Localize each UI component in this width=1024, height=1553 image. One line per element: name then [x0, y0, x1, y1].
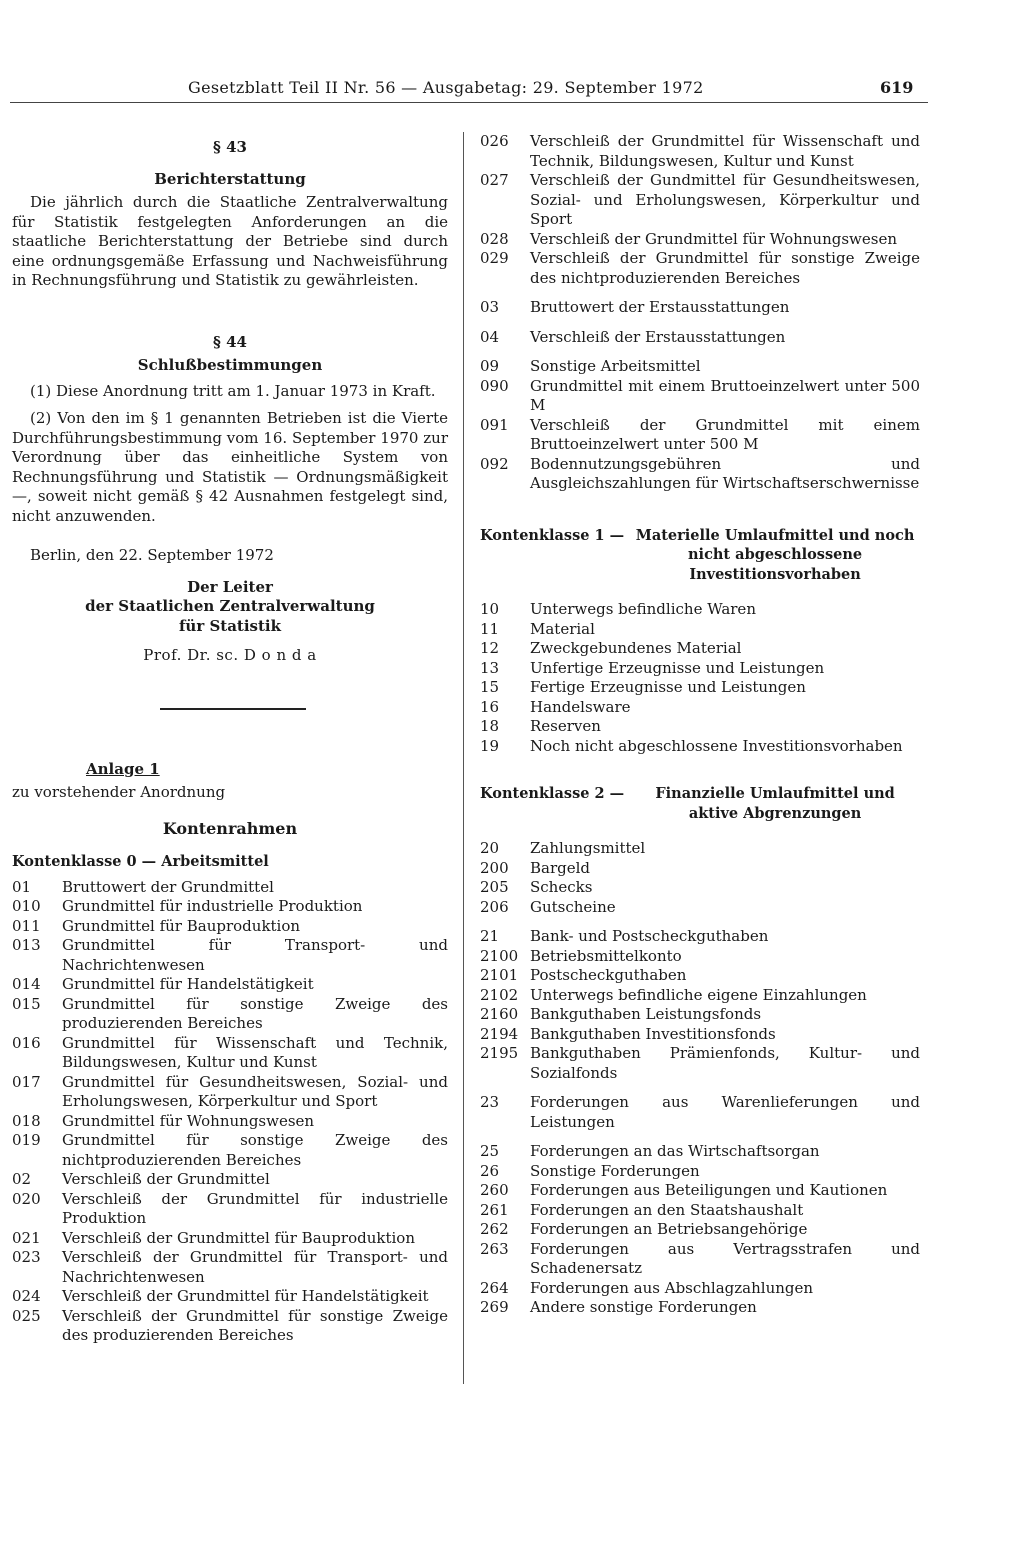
account-text: Verschleiß der Grundmittel mit einem Bruttoeinzelwert unter 500 M [530, 415, 920, 453]
account-code: 264 [480, 1278, 509, 1297]
account-entry [480, 328, 920, 348]
account-code: 13 [480, 658, 500, 677]
account-entry [480, 357, 920, 377]
account-text: Bargeld [530, 858, 591, 877]
account-entry [480, 698, 920, 718]
account-code: 013 [12, 936, 41, 954]
account-entry [480, 377, 920, 416]
account-entry [480, 659, 920, 679]
kontenklasse-1-heading [480, 526, 920, 585]
account-text: Reserven [530, 717, 601, 735]
kontenklasse-0-heading: Kontenklasse 0 — Arbeitsmittel [12, 853, 269, 870]
account-code: 029 [480, 249, 509, 267]
anlage-title: Anlage 1 [86, 759, 160, 778]
account-text: Verschleiß der Grundmittel für Wissenschaft und Technik, Bildungswesen, Kultur und Kunst [530, 132, 920, 170]
account-code: 262 [480, 1220, 509, 1238]
account-entry [12, 975, 448, 995]
signer-line-1: Der Leiter [187, 577, 273, 596]
account-text: Verschleiß der Gundmittel für Gesundheitswesen, Sozial- und Erholungswesen, Körperkultur und Sport [530, 171, 920, 228]
account-text: Fertige Erzeugnisse und Leistungen [530, 678, 806, 696]
place-date: Berlin, den 22. September 1972 [30, 546, 274, 564]
account-text: Forderungen an Betriebsangehörige [530, 1220, 808, 1238]
signer-line-3: für Statistik [178, 616, 282, 635]
account-code: 018 [12, 1111, 41, 1130]
account-entry [480, 171, 920, 230]
account-entry [480, 1201, 920, 1221]
account-code: 017 [12, 1072, 41, 1091]
account-text: Schecks [530, 878, 593, 896]
account-entry [480, 600, 920, 620]
account-entry [480, 1279, 920, 1299]
account-code: 092 [480, 454, 509, 473]
account-code: 16 [480, 697, 500, 716]
account-text: Unterwegs befindliche eigene Einzahlungen [530, 985, 867, 1004]
account-entry [480, 1162, 920, 1182]
account-entry [480, 1093, 920, 1132]
account-text: Forderungen aus Abschlagzahlungen [530, 1278, 814, 1297]
separator-line [160, 708, 306, 710]
account-text: Forderungen aus Warenlieferungen und Leistungen [530, 1093, 920, 1131]
account-code: 261 [480, 1200, 509, 1219]
account-code: 02 [12, 1170, 32, 1188]
account-entry [12, 1190, 448, 1229]
account-entry [480, 1240, 920, 1279]
account-text: Grundmittel für sonstige Zweige des produzierenden Bereiches [62, 994, 448, 1032]
account-code: 025 [12, 1306, 41, 1325]
account-text: Verschleiß der Grundmittel für Transport- und Nachrichtenwesen [62, 1248, 448, 1286]
account-code: 10 [480, 600, 500, 618]
account-entry [480, 230, 920, 250]
account-text: Bankguthaben Investitionsfonds [530, 1024, 776, 1043]
account-entry [12, 1170, 448, 1190]
account-entry [480, 927, 920, 947]
page-header [0, 78, 1024, 102]
account-entry [480, 986, 920, 1006]
account-text: Grundmittel für sonstige Zweige des nichtproduzierenden Bereiches [62, 1131, 448, 1169]
account-code: 016 [12, 1033, 41, 1052]
account-text: Verschleiß der Grundmittel für sonstige Zweige des nichtproduzierenden Bereiches [530, 249, 920, 287]
section-43-heading: Berichterstattung [154, 169, 306, 188]
account-text: Grundmittel für Handelstätigkeit [62, 975, 314, 993]
konten-02-list [480, 132, 920, 288]
account-text: Forderungen aus Beteiligungen und Kautionen [530, 1181, 888, 1199]
account-text: Grundmittel für industrielle Produktion [62, 897, 363, 915]
account-code: 19 [480, 736, 500, 755]
account-text: Forderungen aus Vertragsstrafen und Schadenersatz [530, 1239, 920, 1277]
account-entry [480, 620, 920, 640]
account-text: Andere sonstige Forderungen [530, 1298, 757, 1316]
account-text: Gutscheine [530, 897, 616, 916]
kontenklasse-2-label: Kontenklasse 2 — [480, 785, 625, 802]
account-text: Verschleiß der Grundmittel für Wohnungswesen [530, 229, 898, 248]
account-code: 023 [12, 1248, 41, 1266]
section-44-heading: Schlußbestimmungen [137, 356, 323, 374]
anlage-subtitle: zu vorstehender Anordnung [12, 783, 226, 801]
account-code: 200 [480, 858, 509, 877]
account-text: Grundmittel für Bauproduktion [62, 916, 301, 935]
account-entry [480, 1298, 920, 1318]
account-text: Sonstige Arbeitsmittel [530, 357, 701, 375]
account-entry [12, 936, 448, 975]
section-43-number: § 43 [213, 138, 247, 156]
account-entry [480, 1044, 920, 1083]
kontenrahmen-title: Kontenrahmen [162, 818, 298, 838]
account-entry [480, 249, 920, 288]
account-code: 010 [12, 897, 41, 915]
account-entry [12, 1112, 448, 1132]
account-text: Bodennutzungsgebühren und Ausgleichszahlungen für Wirtschaftserschwernisse [530, 454, 920, 492]
account-code: 260 [480, 1181, 509, 1199]
kontenklasse-1-list [480, 600, 920, 756]
right-column [480, 132, 920, 1318]
account-text: Verschleiß der Grundmittel für sonstige Zweige des produzierenden Bereiches [62, 1306, 448, 1344]
account-code: 04 [480, 327, 500, 346]
konten-04-list [480, 328, 920, 348]
account-text: Zahlungsmittel [530, 839, 646, 857]
account-code: 019 [12, 1131, 41, 1149]
kontenklasse-1-title: Materielle Umlaufmittel und noch nicht abgeschlossene Investitionsvorhaben [635, 526, 915, 583]
account-text: Unterwegs befindliche Waren [530, 600, 756, 618]
account-entry [480, 947, 920, 967]
account-code: 027 [480, 171, 509, 189]
konten-25-list [480, 1142, 920, 1318]
account-entry [480, 298, 920, 318]
account-entry [480, 966, 920, 986]
account-entry [480, 639, 920, 659]
account-code: 014 [12, 975, 41, 993]
account-entry [12, 1131, 448, 1170]
account-code: 011 [12, 916, 41, 935]
account-entry [480, 416, 920, 455]
account-code: 09 [480, 357, 500, 375]
account-entry [12, 1287, 448, 1307]
account-code: 18 [480, 717, 500, 735]
account-text: Handelsware [530, 697, 631, 716]
konten-21-list [480, 927, 920, 1083]
account-entry [12, 1034, 448, 1073]
account-entry [12, 878, 448, 898]
account-code: 11 [480, 619, 500, 638]
account-text: Grundmittel für Transport- und Nachrichtenwesen [62, 936, 448, 974]
account-code: 091 [480, 415, 509, 434]
account-text: Zweckgebundenes Material [530, 639, 742, 657]
header-title: Gesetzblatt Teil II Nr. 56 — Ausgabetag: 29. September 1972 [188, 78, 704, 97]
account-code: 12 [480, 639, 500, 657]
account-code: 21 [480, 927, 500, 945]
account-code: 024 [12, 1287, 41, 1305]
account-code: 20 [480, 839, 500, 857]
account-text: Material [530, 619, 595, 638]
account-entry [12, 995, 448, 1034]
account-text: Verschleiß der Grundmittel für Handelstätigkeit [62, 1287, 429, 1305]
account-entry [480, 1220, 920, 1240]
account-code: 15 [480, 678, 500, 696]
account-text: Betriebsmittelkonto [530, 946, 682, 965]
account-text: Verschleiß der Erstausstattungen [530, 327, 786, 346]
header-rule [10, 102, 928, 103]
account-code: 205 [480, 878, 509, 896]
account-entry [12, 917, 448, 937]
account-entry [12, 1248, 448, 1287]
account-entry [480, 1005, 920, 1025]
left-column [12, 132, 448, 1346]
account-text: Bankguthaben Prämienfonds, Kultur- und Sozialfonds [530, 1044, 920, 1082]
account-text: Grundmittel für Gesundheitswesen, Sozial- und Erholungswesen, Körperkultur und Sport [62, 1072, 448, 1110]
account-entry [12, 1307, 448, 1346]
account-entry [480, 859, 920, 879]
account-text: Verschleiß der Grundmittel [62, 1170, 270, 1188]
konten-23-list [480, 1093, 920, 1132]
account-text: Bruttowert der Erstausstattungen [530, 298, 790, 316]
account-code: 263 [480, 1239, 509, 1258]
kontenklasse-2-title: Finanzielle Umlaufmittel und aktive Abgrenzungen [655, 785, 895, 822]
account-text: Unfertige Erzeugnisse und Leistungen [530, 658, 825, 677]
account-code: 2101 [480, 966, 519, 984]
kontenklasse-2-heading [480, 784, 920, 823]
account-code: 25 [480, 1142, 500, 1160]
account-code: 01 [12, 877, 32, 896]
account-code: 206 [480, 897, 509, 916]
account-code: 26 [480, 1161, 500, 1180]
account-code: 269 [480, 1298, 509, 1316]
account-text: Grundmittel mit einem Bruttoeinzelwert unter 500 M [530, 376, 920, 414]
account-entry [480, 737, 920, 757]
account-text: Sonstige Forderungen [530, 1161, 700, 1180]
account-code: 2100 [480, 946, 519, 965]
column-divider [463, 132, 464, 1384]
kontenklasse-0-list [12, 878, 448, 1346]
account-text: Bank- und Postscheckguthaben [530, 927, 769, 945]
account-entry [480, 1142, 920, 1162]
signer-name: Prof. Dr. sc. D o n d a [143, 646, 317, 664]
account-text: Verschleiß der Grundmittel für Bauproduktion [62, 1228, 415, 1247]
account-entry [480, 717, 920, 737]
account-code: 090 [480, 376, 509, 395]
account-text: Forderungen an das Wirtschaftsorgan [530, 1142, 820, 1160]
account-text: Noch nicht abgeschlossene Investitionsvorhaben [530, 736, 903, 755]
konten-20-list [480, 839, 920, 917]
kontenklasse-1-label: Kontenklasse 1 — [480, 526, 625, 544]
account-entry [480, 455, 920, 494]
account-code: 2194 [480, 1024, 519, 1043]
account-entry [480, 898, 920, 918]
account-text: Bankguthaben Leistungsfonds [530, 1005, 762, 1023]
section-44-number: § 44 [213, 332, 247, 351]
account-text: Verschleiß der Grundmittel für industrielle Produktion [62, 1189, 448, 1227]
account-code: 2195 [480, 1044, 519, 1062]
account-entry [12, 897, 448, 917]
account-entry [12, 1073, 448, 1112]
section-43-text: Die jährlich durch die Staatliche Zentralverwaltung für Statistik festgelegten Anforderungen an die staatliche Berichterstattung der Betriebe sind durch eine ordnungsgemäße Erfassung und Nachweisführung in Rechnungsführung und Statistik zu gewährleisten. [12, 193, 448, 289]
account-code: 015 [12, 994, 41, 1013]
account-code: 03 [480, 298, 500, 316]
account-entry [480, 1025, 920, 1045]
account-code: 23 [480, 1093, 500, 1111]
section-44-paragraph-2: (2) Von den im § 1 genannten Betrieben ist die Vierte Durchführungsbestimmung vom 16. September 1970 zur Verordnung über das einheitliche System von Rechnungsführung und Statistik — Ordnungsmäßigkeit —, soweit nicht gemäß § 42 Ausnahmen festgelegt sind, nicht anzuwenden. [12, 409, 448, 525]
account-entry [480, 1181, 920, 1201]
account-code: 020 [12, 1189, 41, 1208]
account-entry [480, 678, 920, 698]
account-entry [480, 878, 920, 898]
account-entry [480, 839, 920, 859]
account-code: 028 [480, 229, 509, 248]
signer-line-2: der Staatlichen Zentralverwaltung [85, 597, 375, 615]
konten-09-list [480, 357, 920, 494]
section-44-paragraph-1: (1) Diese Anordnung tritt am 1. Januar 1973 in Kraft. [30, 381, 436, 400]
account-code: 2160 [480, 1005, 519, 1023]
account-text: Postscheckguthaben [530, 966, 687, 984]
account-text: Bruttowert der Grundmittel [62, 877, 274, 896]
account-text: Forderungen an den Staatshaushalt [530, 1200, 804, 1219]
account-code: 021 [12, 1228, 41, 1247]
konten-03-list [480, 298, 920, 318]
page-number: 619 [880, 78, 914, 97]
account-code: 026 [480, 132, 509, 150]
account-code: 2102 [480, 985, 519, 1004]
account-text: Grundmittel für Wohnungswesen [62, 1111, 315, 1130]
account-entry [12, 1229, 448, 1249]
account-text: Grundmittel für Wissenschaft und Technik, Bildungswesen, Kultur und Kunst [62, 1033, 448, 1071]
account-entry [480, 132, 920, 171]
